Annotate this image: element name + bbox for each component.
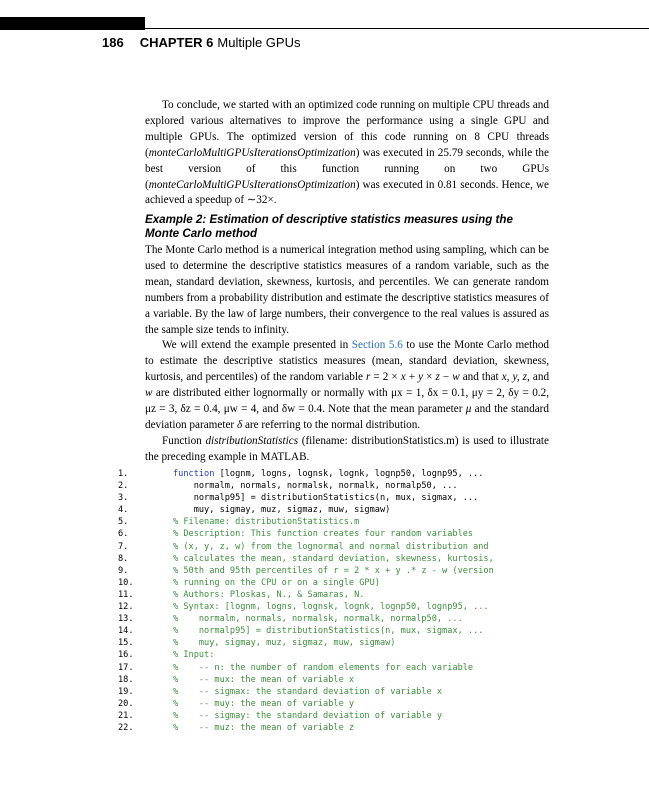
math-var: δ (236, 418, 243, 431)
code-line (118, 480, 638, 492)
code-comment: % Syntax: [lognm, logns, lognsk, lognk, lognp50, lognp95, ... (173, 602, 489, 613)
function-name-multigpu: monteCarloMultiGPUsIterationsOptimization (148, 178, 356, 191)
code-comment: % Filename: distributionStatistics.m (173, 517, 360, 528)
line-number: 9. (118, 565, 129, 576)
para3-text: to use the Monte Carlo method to estimate the descriptive statistics measures (mean, standard deviation, skewness, kurtosis, and percentiles) of the random variable (145, 339, 550, 384)
code-comment: % muy, sigmay, muz, sigmaz, muw, sigmaw) (173, 638, 396, 649)
code-listing (118, 468, 638, 734)
code-line (118, 565, 638, 577)
code-comment: % 50th and 95th percentiles of r = 2 * x + y .* z - w (version (173, 565, 494, 576)
code-line (118, 637, 638, 649)
line-number: 15. (118, 638, 134, 649)
code-comment: % -- mux: the mean of variable x (173, 674, 355, 685)
math-var: w (452, 371, 460, 384)
paragraph-function-intro (145, 434, 549, 466)
line-number: 1. (118, 469, 129, 479)
code-comment: % -- sigmay: the standard deviation of variable y (173, 710, 443, 721)
line-number: 22. (118, 722, 134, 733)
line-number: 6. (118, 529, 129, 540)
line-number: 21. (118, 710, 134, 721)
line-number: 12. (118, 602, 134, 613)
line-number: 13. (118, 614, 134, 625)
code-line (118, 577, 638, 589)
line-number: 19. (118, 686, 134, 697)
code-line (118, 722, 638, 734)
code-comment: % Input: (173, 650, 215, 661)
function-name: distributionStatistics (205, 434, 299, 447)
paragraph-monte-carlo: The Monte Carlo method is a numerical integration method using sampling, which can be used to determine the descriptive statistics measures of a random variable, such as the mean, standard deviation, skewness, kurtosis, and percentiles. We can generate random numbers from a probability distribution and estimate the descriptive statistics measures of a variable. By the law of large numbers, their convergence to the real values is assured as the sample size tends to infinity. (145, 244, 549, 336)
math-op: − (439, 371, 453, 384)
code-comment: % -- muy: the mean of variable y (173, 698, 355, 709)
para3-text: are referring to the normal distribution. (242, 418, 421, 431)
code-line (118, 674, 638, 686)
para3-text: and the standard deviation parameter (145, 403, 549, 431)
para4-text: (filename: distributionStatistics.m) is used to illustrate the preceding example in MATLAB. (145, 434, 549, 463)
math-var: y (418, 371, 424, 384)
code-line (118, 686, 638, 698)
code-line (118, 504, 638, 516)
line-number: 18. (118, 674, 134, 685)
code-comment: % -- n: the number of random elements for each variable (173, 662, 474, 673)
code-line (118, 553, 638, 565)
header-rule (145, 28, 649, 29)
page-number: 186 (102, 35, 124, 50)
line-number: 3. (118, 493, 129, 504)
code-line (118, 698, 638, 710)
code-comment: % normalm, normals, normalsk, normalk, normalp50, ... (173, 614, 463, 625)
para1-text-e: ) was executed in 0.81 seconds. Hence, we achieved a speedup of ∼32×. (145, 178, 549, 207)
paragraph-example-description (145, 338, 549, 433)
code-comment: % Description: This function creates four random variables (173, 529, 474, 540)
math-var: z (435, 371, 440, 384)
code-comment: % -- sigmax: the standard deviation of variable x (173, 686, 443, 697)
line-number: 5. (118, 517, 129, 528)
code-text: normalm, normals, normalsk, normalk, normalp50, ... (173, 481, 458, 492)
code-comment: % running on the CPU or on a single GPU) (173, 577, 380, 588)
paragraph-conclusion (145, 98, 549, 209)
code-line (118, 589, 638, 601)
para4-text: Function (162, 434, 206, 447)
code-text: normalp95] = distributionStatistics(n, mux, sigmax, ... (173, 493, 479, 504)
para3-text: and that (459, 371, 502, 384)
math-op: + (405, 371, 419, 384)
code-line (118, 541, 638, 553)
code-text: muy, sigmay, muz, sigmaz, muw, sigmaw) (173, 505, 391, 516)
section-link[interactable]: Section 5.6 (351, 339, 403, 352)
code-line (118, 625, 638, 637)
line-number: 2. (118, 481, 129, 492)
code-line (118, 662, 638, 674)
math-var: x, y, z, (501, 371, 530, 384)
code-line (118, 528, 638, 540)
chapter-label: CHAPTER 6 (139, 35, 214, 50)
code-comment: % (x, y, z, w) from the lognormal and normal distribution and (173, 541, 489, 552)
math-op: = 2 × (370, 371, 401, 384)
code-comment: % normalp95] = distributionStatistics(n, mux, sigmax, ... (173, 626, 484, 637)
line-number: 17. (118, 662, 134, 673)
math-var: w (145, 387, 153, 400)
line-number: 10. (118, 577, 134, 588)
body-paragraphs (145, 243, 549, 466)
math-var: r (366, 371, 371, 384)
para3-text: and (529, 371, 550, 384)
code-line (118, 468, 638, 480)
para3-text: are distributed either lognormally or normally with μx = 1, δx = 0.1, μy = 2, δy = 0.2, μz = 3, δz = 0.4, μw = 4, and δw = 0.4. Note that the mean parameter (145, 387, 549, 416)
line-number: 20. (118, 698, 134, 709)
line-number: 8. (118, 553, 129, 564)
code-line (118, 601, 638, 613)
line-number: 4. (118, 505, 129, 516)
para1-text-a: To conclude, we started with an optimized code running on multiple CPU threads and explored various alternatives to improve the performance using a single GPU and multiple GPUs. The optimized version of this code running on 8 CPU threads ( (145, 99, 549, 159)
code-comment: % -- muz: the mean of variable z (173, 722, 355, 733)
para1-text-c: ) was executed in 25.79 seconds, while the best version of this function running on two GPUs ( (145, 146, 549, 191)
code-line (118, 710, 638, 722)
code-line (118, 492, 638, 504)
line-number: 14. (118, 626, 134, 637)
code-comment: % Authors: Ploskas, N., & Samaras, N. (173, 589, 365, 600)
math-op: × (423, 371, 436, 384)
line-number: 11. (118, 589, 134, 600)
line-number: 7. (118, 541, 129, 552)
code-line (118, 516, 638, 528)
code-line (118, 613, 638, 625)
line-number: 16. (118, 650, 134, 661)
para3-text: We will extend the example presented in (162, 339, 352, 352)
header-black-bar (0, 17, 145, 30)
code-text: [lognm, logns, lognsk, lognk, lognp50, lognp95, ... (214, 469, 484, 479)
code-keyword: function (173, 469, 215, 479)
chapter-title: Multiple GPUs (217, 35, 301, 50)
math-var: μ (465, 403, 472, 416)
math-var: x (400, 371, 406, 384)
code-line (118, 649, 638, 661)
function-name-multicpu: monteCarloMultiGPUsIterationsOptimization (148, 146, 356, 159)
running-header (102, 35, 300, 51)
section-title: Example 2: Estimation of descriptive statistics measures using the Monte Carlo method (145, 213, 513, 240)
code-comment: % calculates the mean, standard deviation, skewness, kurtosis, (173, 553, 494, 564)
